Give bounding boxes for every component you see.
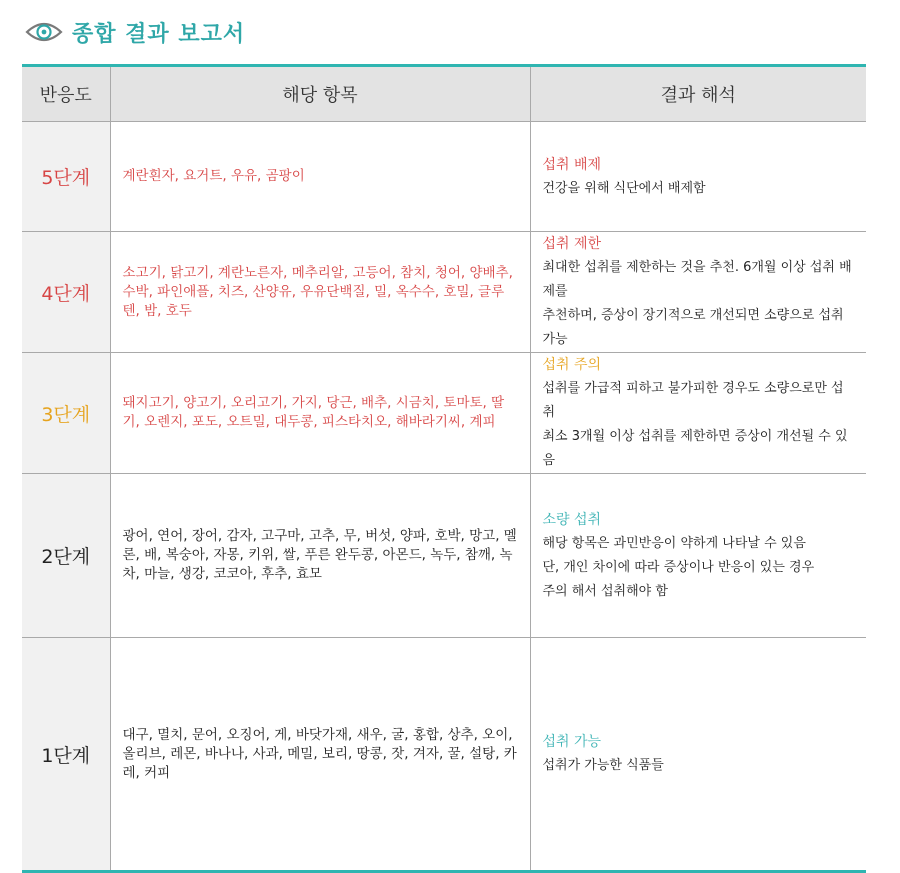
interpretation-line: 해당 항목은 과민반응이 약하게 나타날 수 있음 (542, 535, 806, 551)
interpretation-line: 최대한 섭취를 제한하는 것을 추천. 6개월 이상 섭취 배제를 (542, 260, 852, 299)
column-header-level: 반응도 (22, 66, 110, 122)
table-row (22, 353, 866, 474)
interpretation-line: 섭취가 가능한 식품들 (542, 758, 664, 773)
column-header-interpretation: 결과 해석 (530, 66, 866, 122)
items-cell: 돼지고기, 양고기, 오리고기, 가지, 당근, 배추, 시금치, 토마토, 딸기, 오렌지, 포도, 오트밀, 대두콩, 피스타치오, 해바라기씨, 계피 (110, 353, 530, 474)
interpretation-cell (530, 638, 866, 872)
interpretation-title: 섭취 배제 (542, 156, 602, 173)
result-table (22, 64, 866, 873)
table-row (22, 122, 866, 232)
eye-icon (24, 19, 64, 45)
interpretation-title: 소량 섭취 (542, 511, 602, 528)
interpretation-cell (530, 474, 866, 638)
table-row (22, 638, 866, 872)
level-label: 4단계 (22, 232, 110, 353)
interpretation-line: 단, 개인 차이에 따라 증상이나 반응이 있는 경우 (542, 559, 815, 575)
interpretation-line: 건강을 위해 식단에서 배제함 (542, 180, 706, 196)
items-cell: 광어, 연어, 장어, 감자, 고구마, 고추, 무, 버섯, 양파, 호박, 망고, 멜론, 배, 복숭아, 자몽, 키위, 쌀, 푸른 완두콩, 아몬드, 녹두, 참깨, 녹차, 마늘, 생강, 코코아, 후추, 효모 (110, 474, 530, 638)
items-cell: 소고기, 닭고기, 계란노른자, 메추리알, 고등어, 참치, 청어, 양배추, 수박, 파인애플, 치즈, 산양유, 우유단백질, 밀, 옥수수, 호밀, 글루텐, 밤, 호두 (110, 232, 530, 353)
interpretation-title: 섭취 주의 (542, 357, 602, 373)
level-label: 3단계 (22, 353, 110, 474)
level-label: 2단계 (22, 474, 110, 638)
interpretation-line: 주의 해서 섭취해야 함 (542, 583, 668, 599)
interpretation-line: 추천하며, 증상이 장기적으로 개선되면 소량으로 섭취 가능 (542, 308, 844, 347)
items-cell: 계란흰자, 요거트, 우유, 곰팡이 (110, 122, 530, 232)
report-header (24, 14, 245, 50)
level-label: 1단계 (22, 638, 110, 872)
interpretation-cell (530, 353, 866, 474)
page-title: 종합 결과 보고서 (72, 21, 246, 47)
interpretation-line: 최소 3개월 이상 섭취를 제한하면 증상이 개선될 수 있음 (542, 429, 848, 468)
column-header-items: 해당 항목 (110, 66, 530, 122)
interpretation-title: 섭취 제한 (542, 236, 602, 252)
interpretation-cell (530, 232, 866, 353)
table-row (22, 232, 866, 353)
interpretation-line: 섭취를 가급적 피하고 불가피한 경우도 소량으로만 섭취 (542, 381, 844, 420)
items-cell: 대구, 멸치, 문어, 오징어, 게, 바닷가재, 새우, 굴, 홍합, 상추, 오이, 올리브, 레몬, 바나나, 사과, 메밀, 보리, 땅콩, 잣, 겨자, 꿀, 설탕, 카레, 커피 (110, 638, 530, 872)
table-row (22, 474, 866, 638)
table-header-row (22, 66, 866, 122)
level-label: 5단계 (22, 122, 110, 232)
interpretation-cell (530, 122, 866, 232)
interpretation-title: 섭취 가능 (542, 734, 602, 750)
